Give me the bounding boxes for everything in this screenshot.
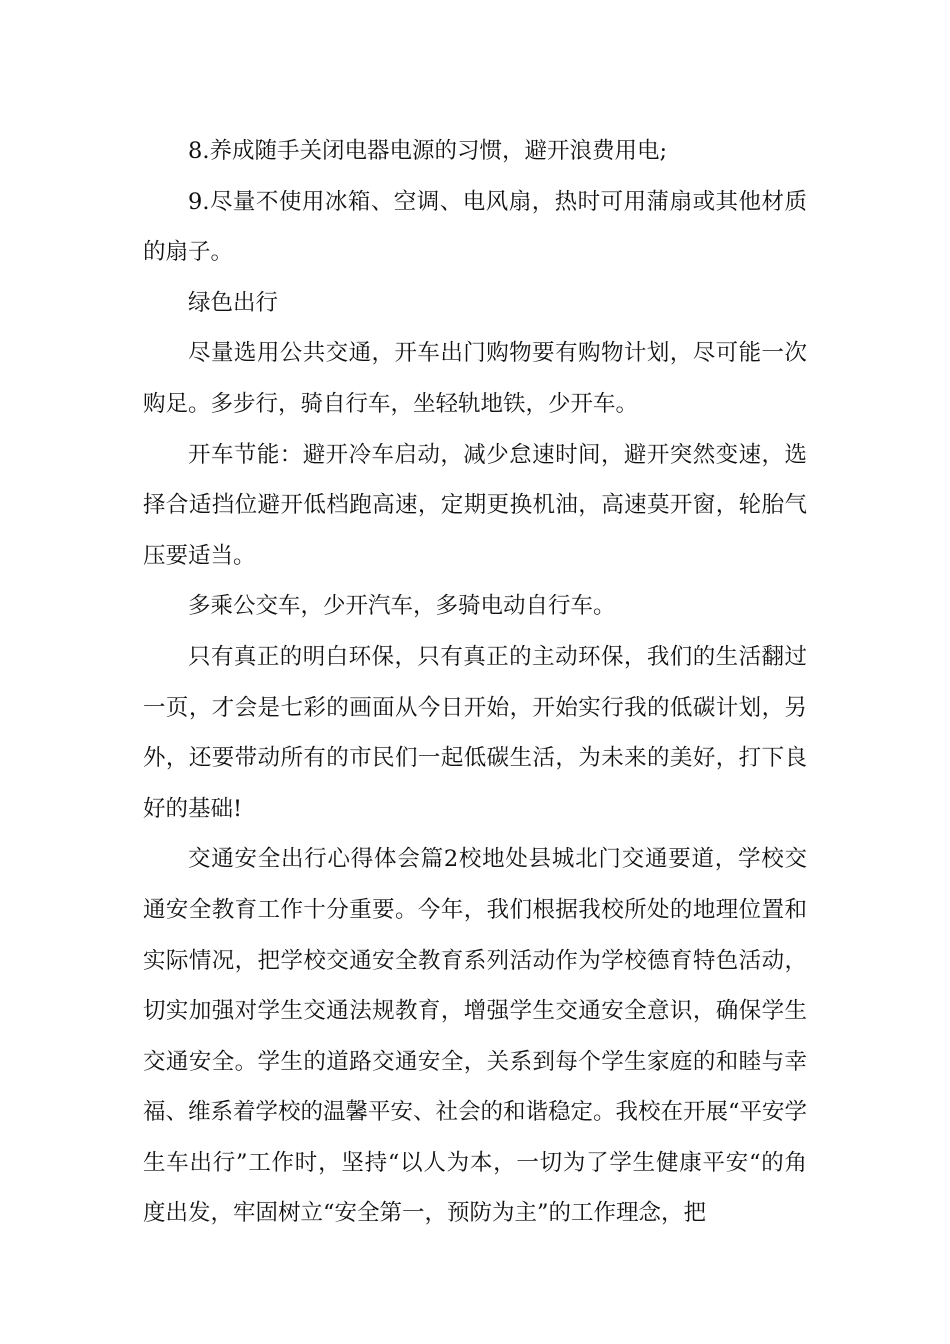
paragraph-driving-energy-saving: 开车节能：避开冷车启动，减少怠速时间，避开突然变速，选择合适挡位避开低档跑高速，定期更换机油，高速莫开窗，轮胎气压要适当。 bbox=[143, 441, 807, 569]
paragraph-environmental-awareness: 只有真正的明白环保，只有真正的主动环保，我们的生活翻过一页，才会是七彩的画面从今日开始，开始实行我的低碳计划，另外，还要带动所有的市民们一起低碳生活，为未来的美好，打下良好的基础! bbox=[143, 643, 807, 822]
document-body bbox=[143, 126, 807, 1239]
list-item-9: 9.尽量不使用冰箱、空调、电风扇，热时可用蒲扇或其他材质的扇子。 bbox=[143, 188, 807, 266]
paragraph-public-transport: 尽量选用公共交通，开车出门购物要有购物计划，尽可能一次购足。多步行，骑自行车，坐轻轨地铁，少开车。 bbox=[143, 340, 807, 417]
list-item-8: 8.养成随手关闭电器电源的习惯，避开浪费用电; bbox=[188, 138, 668, 164]
paragraph-traffic-safety-essay: 交通安全出行心得体会篇2校地处县城北门交通要道，学校交通安全教育工作十分重要。今年，我们根据我校所处的地理位置和实际情况，把学校交通安全教育系列活动作为学校德育特色活动，切实加强对学生交通法规教育，增强学生交通安全意识，确保学生交通安全。学生的道路交通安全，关系到每个学生家庭的和睦与幸福、维系着学校的温馨平安、社会的和谐稳定。我校在开展“平安学生车出行”工作时，坚持“以人为本，一切为了学生健康平安“的角度出发，牢固树立“安全第一，预防为主”的工作理念，把 bbox=[143, 846, 808, 1227]
section-heading-green-travel: 绿色出行 bbox=[188, 289, 279, 316]
paragraph-bus-and-ebike: 多乘公交车，少开汽车，多骑电动自行车。 bbox=[188, 593, 616, 620]
